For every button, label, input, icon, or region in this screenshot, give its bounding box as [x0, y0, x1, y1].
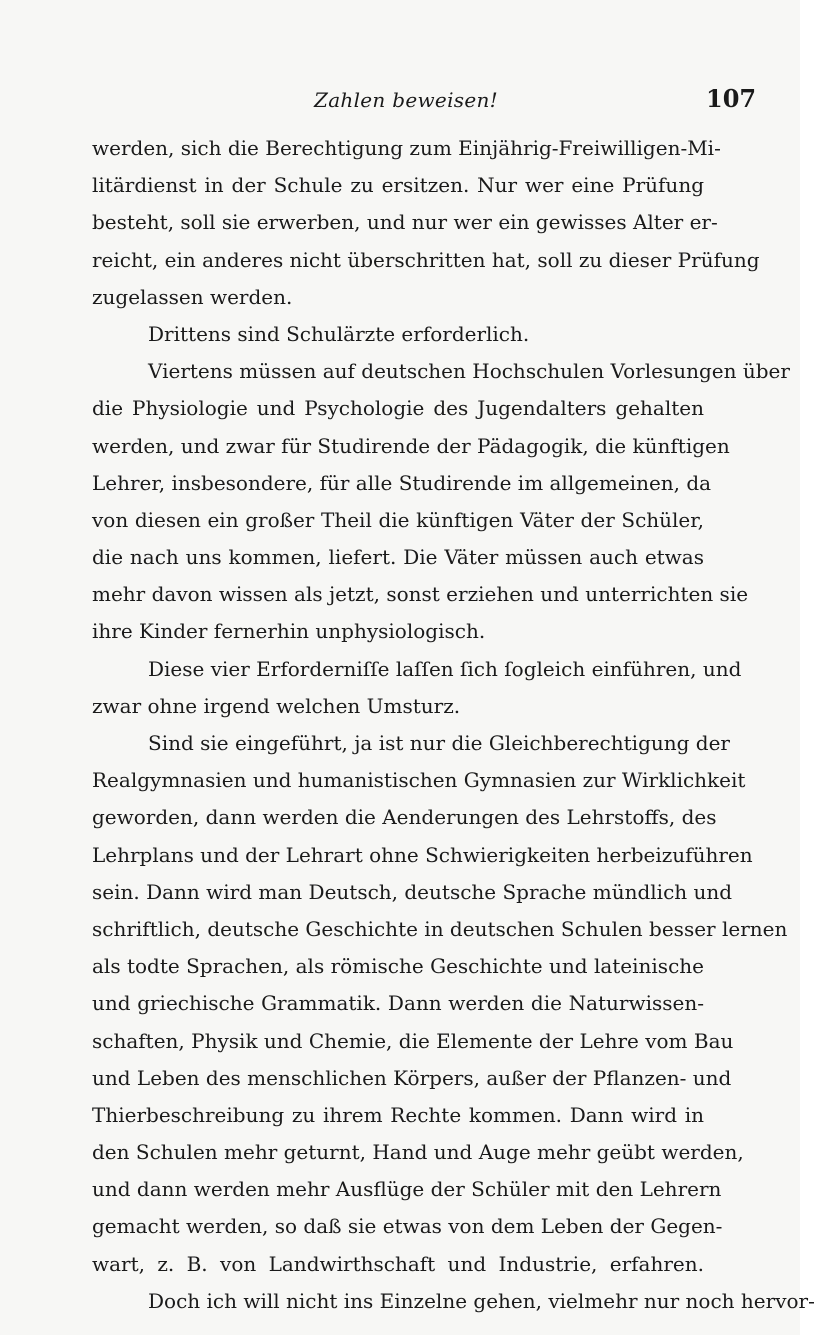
text-line: zugelassen werden. [92, 284, 293, 309]
text-line: Doch ich will nicht ins Einzelne gehen, vielmehr nur noch hervor- [148, 1288, 815, 1313]
text-line: die Physiologie und Psychologie des Jugendalters gehalten [92, 396, 704, 421]
text-line: Thierbeschreibung zu ihrem Rechte kommen. Dann wird in [92, 1102, 704, 1127]
text-line: und dann werden mehr Ausflüge der Schüler mit den Lehrern [92, 1177, 722, 1202]
running-title: Zahlen beweisen! [314, 88, 498, 112]
text-line: zwar ohne irgend welchen Umsturz. [92, 693, 461, 718]
text-line: Drittens sind Schulärzte erforderlich. [148, 321, 530, 346]
text-line: reicht, ein anderes nicht überschritten hat, soll zu dieser Prüfung [92, 247, 760, 272]
text-line: Lehrplans und der Lehrart ohne Schwierigkeiten herbeizuführen [92, 842, 753, 867]
text-line: litärdienst in der Schule zu ersitzen. Nur wer eine Prüfung [92, 173, 704, 198]
text-line: und Leben des menschlichen Körpers, außer der Pflanzen- und [92, 1065, 732, 1090]
text-line: schaften, Physik und Chemie, die Elemente der Lehre vom Bau [92, 1028, 734, 1053]
text-line: die nach uns kommen, liefert. Die Väter müssen auch etwas [92, 545, 704, 570]
text-line: den Schulen mehr geturnt, Hand und Auge mehr geübt werden, [92, 1140, 744, 1165]
text-line: ihre Kinder fernerhin unphysiologisch. [92, 619, 486, 644]
text-line: wart, z. B. von Landwirthschaft und Industrie, erfahren. [92, 1251, 704, 1276]
text-line: schriftlich, deutsche Geschichte in deutschen Schulen besser lernen [92, 916, 788, 941]
text-line: als todte Sprachen, als römische Geschichte und lateinische [92, 954, 704, 979]
text-line: Viertens müssen auf deutschen Hochschulen Vorlesungen über [148, 359, 790, 384]
text-line: von diesen ein großer Theil die künftigen Väter der Schüler, [92, 507, 704, 532]
text-line: und griechische Grammatik. Dann werden die Naturwissen- [92, 991, 704, 1016]
text-line: sein. Dann wird man Deutsch, deutsche Sprache mündlich und [92, 879, 733, 904]
text-line: Diese vier Erforderniſſe laſſen ſich ſogleich einführen, und [148, 656, 742, 681]
text-line: Realgymnasien und humanistischen Gymnasien zur Wirklichkeit [92, 768, 746, 793]
text-line: werden, und zwar für Studirende der Pädagogik, die künftigen [92, 433, 730, 458]
text-line: besteht, soll sie erwerben, und nur wer ein gewisses Alter er- [92, 210, 718, 235]
text-line: Lehrer, insbesondere, für alle Studirende im allgemeinen, da [92, 470, 712, 495]
text-line: werden, sich die Berechtigung zum Einjährig-Freiwilligen-Mi- [92, 136, 721, 160]
page-number: 107 [706, 84, 757, 113]
text-line: gemacht werden, so daß sie etwas von dem Leben der Gegen- [92, 1214, 723, 1239]
text-line: Sind sie eingeführt, ja ist nur die Gleichberechtigung der [148, 731, 730, 755]
text-line: mehr davon wissen als jetzt, sonst erziehen und unterrichten sie [92, 582, 749, 607]
running-head [0, 84, 800, 114]
text-line: geworden, dann werden die Aenderungen des Lehrstoffs, des [92, 805, 717, 830]
body-text [92, 130, 815, 1320]
